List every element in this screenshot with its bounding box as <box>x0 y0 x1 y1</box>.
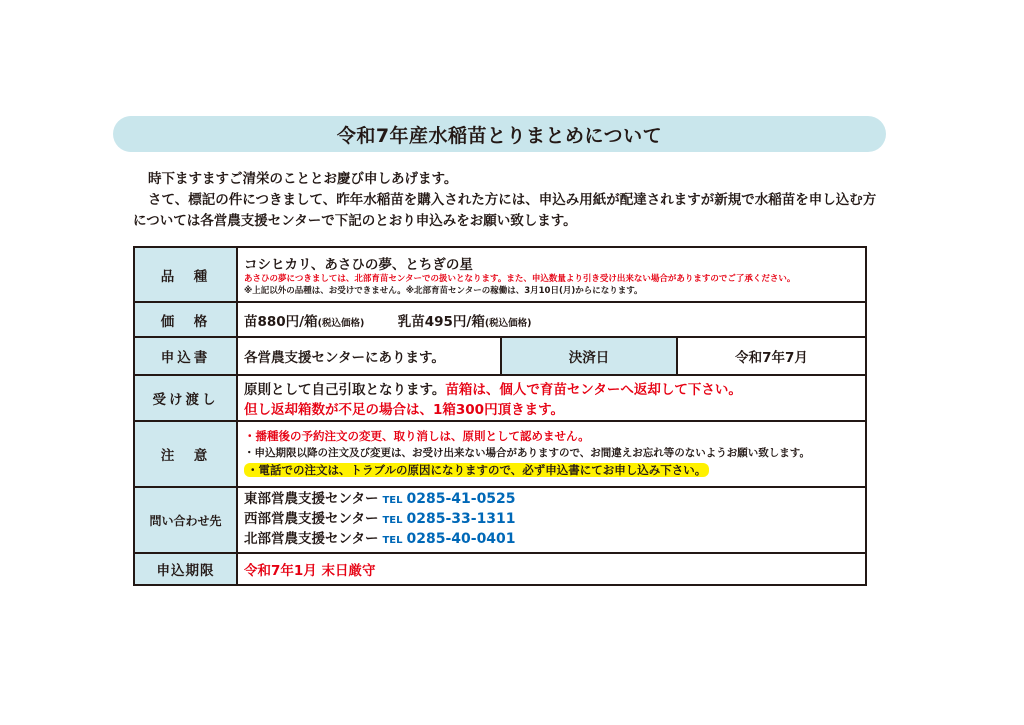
contact-east: 東部営農支援センター TEL 0285-41-0525 <box>244 491 516 507</box>
uketawashi-line2-red: 但し返却箱数が不足の場合は、1箱300円頂きます。 <box>244 402 564 418</box>
label-uketawashi: 受け渡し <box>134 375 237 421</box>
kessai-label: 決済日 <box>501 337 677 375</box>
kigen-value: 令和7年1月 末日厳守 <box>237 553 866 585</box>
label-toiawase: 問い合わせ先 <box>134 487 237 553</box>
label-hinshu: 品 種 <box>134 247 237 302</box>
label-kakaku: 価 格 <box>134 302 237 337</box>
chui-line-3: ・電話での注文は、トラブルの原因になりますので、必ず申込書にてお申し込み下さい。 <box>244 463 709 477</box>
tel-west[interactable]: 0285-33-1311 <box>406 511 516 527</box>
chui-line-1: ・播種後の予約注文の変更、取り消しは、原則として認めません。 <box>244 429 590 443</box>
price-nyunae-note: (税込価格) <box>484 317 532 329</box>
tel-north[interactable]: 0285-40-0401 <box>406 531 516 547</box>
kessai-value: 令和7年7月 <box>677 337 866 375</box>
contact-west: 西部営農支援センター TEL 0285-33-1311 <box>244 511 516 527</box>
tel-east[interactable]: 0285-41-0525 <box>406 491 516 507</box>
title-banner <box>113 116 886 152</box>
row-chui <box>134 421 866 487</box>
price-nae-note: (税込価格) <box>317 317 365 329</box>
row-moushikomisho <box>134 337 866 375</box>
hinshu-note-red: あさひの夢につきましては、北部育苗センターでの扱いとなります。また、申込数量より引き受け出来ない場合がありますのでご了承ください。 <box>244 273 796 284</box>
page-title: 令和7年産水稲苗とりまとめについて <box>336 124 663 147</box>
uketawashi-line1-black: 原則として自己引取となります。 <box>244 382 446 398</box>
row-kakaku <box>134 302 866 337</box>
label-kigen: 申込期限 <box>134 553 237 585</box>
chui-line-2: ・申込期限以降の注文及び変更は、お受け出来ない場合がありますので、お間違えお忘れ等のないようお願い致します。 <box>244 447 810 459</box>
hinshu-note-black: ※上記以外の品種は、お受けできません。※北部育苗センターの稼働は、3月10日(月)からになります。 <box>244 285 643 296</box>
uketawashi-line1-red: 苗箱は、個人で育苗センターへ返却して下さい。 <box>445 382 742 398</box>
price-nyunae: 乳苗495円/箱 <box>397 313 485 330</box>
info-table <box>133 246 867 586</box>
moushikomisho-value: 各営農支援センターにあります。 <box>237 337 501 375</box>
intro-line-2: さて、標記の件につきまして、昨年水稲苗を購入された方には、申込み用紙が配達されますが新規で水稲苗を申し込む方については各営農支援センターで下記のとおり申込みをお願い致します。 <box>133 192 877 229</box>
contact-north: 北部営農支援センター TEL 0285-40-0401 <box>244 531 516 547</box>
intro-text <box>133 169 878 232</box>
intro-line-1: 時下ますますご清栄のこととお慶び申しあげます。 <box>148 171 458 187</box>
label-chui: 注 意 <box>134 421 237 487</box>
price-nae: 苗880円/箱 <box>244 313 318 330</box>
label-moushikomisho: 申込書 <box>134 337 237 375</box>
row-hinshu <box>134 247 866 302</box>
row-uketawashi <box>134 375 866 421</box>
hinshu-main: コシヒカリ、あさひの夢、とちぎの星 <box>244 256 473 273</box>
row-kigen <box>134 553 866 585</box>
row-toiawase <box>134 487 866 553</box>
